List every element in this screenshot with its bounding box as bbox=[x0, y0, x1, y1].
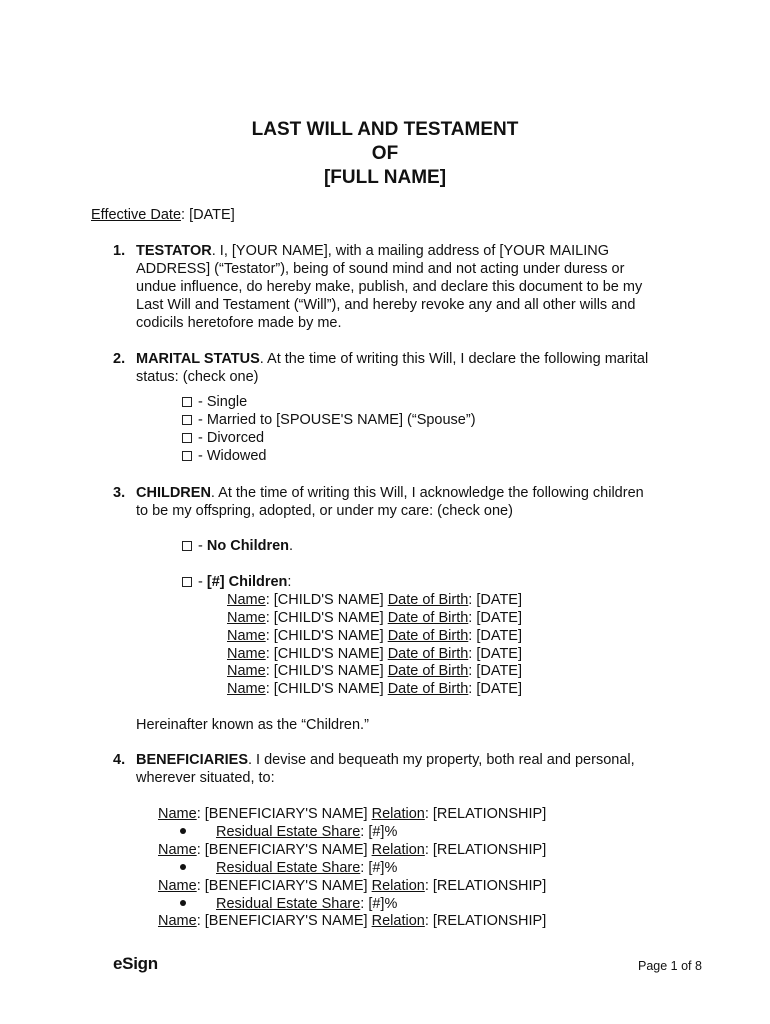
beneficiary-name-value: : [BENEFICIARY'S NAME] bbox=[196, 842, 372, 858]
section-3-number: 3. bbox=[113, 485, 126, 501]
section-3-line-1 bbox=[136, 484, 644, 502]
share-row bbox=[180, 895, 397, 913]
option-label: - Divorced bbox=[198, 430, 265, 446]
option-suffix: . bbox=[289, 538, 294, 554]
children-option-count[interactable] bbox=[182, 573, 291, 591]
child-row bbox=[227, 680, 522, 698]
section-4-text: . I devise and bequeath my property, both real and personal, bbox=[248, 752, 635, 768]
share-label: Residual Estate Share bbox=[216, 860, 361, 876]
child-dob-value: : [DATE] bbox=[468, 681, 523, 697]
effective-date-label: Effective Date bbox=[91, 207, 182, 223]
child-name-value: : [CHILD'S NAME] bbox=[265, 681, 388, 697]
option-label: - Married to [SPOUSE'S NAME] (“Spouse”) bbox=[198, 412, 476, 428]
beneficiary-row bbox=[158, 877, 546, 895]
share-row bbox=[180, 859, 397, 877]
child-dob-value: : [DATE] bbox=[468, 592, 523, 608]
child-name-value: : [CHILD'S NAME] bbox=[265, 663, 388, 679]
relation-label: Relation bbox=[371, 806, 425, 822]
child-name-label: Name bbox=[227, 681, 266, 697]
section-2-line-2: status: (check one) bbox=[136, 369, 259, 385]
document-title: LAST WILL AND TESTAMENT bbox=[251, 119, 519, 140]
child-row bbox=[227, 609, 522, 627]
relation-value: : [RELATIONSHIP] bbox=[424, 842, 547, 858]
checkbox[interactable] bbox=[182, 433, 192, 443]
section-1-line-4: Last Will and Testament (“Will”), and hereby revoke any and all other wills and bbox=[136, 297, 636, 313]
share-value: : [#]% bbox=[360, 824, 398, 840]
section-2-text: . At the time of writing this Will, I declare the following marital bbox=[259, 351, 649, 367]
child-name-value: : [CHILD'S NAME] bbox=[265, 646, 388, 662]
bullet-icon bbox=[180, 864, 186, 870]
beneficiary-name-value: : [BENEFICIARY'S NAME] bbox=[196, 913, 372, 929]
share-label: Residual Estate Share bbox=[216, 896, 361, 912]
beneficiary-name-label: Name bbox=[158, 913, 197, 929]
section-1-line-2: ADDRESS] (“Testator”), being of sound mind and not acting under duress or bbox=[136, 261, 625, 277]
section-1-line-5: codicils heretofore made by me. bbox=[136, 315, 342, 331]
child-name-label: Name bbox=[227, 646, 266, 662]
section-1-line-3: undue influence, do hereby make, publish, and declare this document to be my bbox=[136, 279, 643, 295]
marital-option-married[interactable] bbox=[182, 411, 476, 429]
children-option-none[interactable] bbox=[182, 537, 293, 555]
section-1-text: . I, [YOUR NAME], with a mailing address of [YOUR MAILING bbox=[211, 243, 609, 259]
bullet-icon bbox=[180, 828, 186, 834]
child-dob-label: Date of Birth bbox=[387, 681, 469, 697]
checkbox[interactable] bbox=[182, 577, 192, 587]
beneficiary-name-label: Name bbox=[158, 806, 197, 822]
child-row bbox=[227, 662, 522, 680]
section-1-line-1 bbox=[136, 242, 609, 260]
section-3-heading: CHILDREN bbox=[136, 485, 211, 501]
child-dob-label: Date of Birth bbox=[387, 610, 469, 626]
option-label: No Children bbox=[206, 538, 290, 554]
section-1-number: 1. bbox=[113, 243, 126, 259]
relation-value: : [RELATIONSHIP] bbox=[424, 913, 547, 929]
child-dob-label: Date of Birth bbox=[387, 646, 469, 662]
child-name-label: Name bbox=[227, 592, 266, 608]
child-dob-value: : [DATE] bbox=[468, 663, 523, 679]
child-row bbox=[227, 591, 522, 609]
child-dob-label: Date of Birth bbox=[387, 628, 469, 644]
section-4-line-2: wherever situated, to: bbox=[136, 770, 275, 786]
checkbox[interactable] bbox=[182, 451, 192, 461]
title-of: OF bbox=[371, 143, 399, 164]
section-4-number: 4. bbox=[113, 752, 126, 768]
option-prefix: - bbox=[198, 574, 207, 590]
option-prefix: - bbox=[198, 538, 207, 554]
checkbox[interactable] bbox=[182, 397, 192, 407]
section-1-heading: TESTATOR bbox=[136, 243, 212, 259]
child-name-label: Name bbox=[227, 663, 266, 679]
child-name-label: Name bbox=[227, 628, 266, 644]
section-4-line-1 bbox=[136, 751, 635, 769]
child-name-label: Name bbox=[227, 610, 266, 626]
beneficiary-row bbox=[158, 841, 546, 859]
share-value: : [#]% bbox=[360, 860, 398, 876]
child-dob-value: : [DATE] bbox=[468, 646, 523, 662]
option-label: - Widowed bbox=[198, 448, 267, 464]
child-name-value: : [CHILD'S NAME] bbox=[265, 628, 388, 644]
beneficiary-name-value: : [BENEFICIARY'S NAME] bbox=[196, 806, 372, 822]
effective-date-value: : [DATE] bbox=[181, 207, 235, 223]
child-row bbox=[227, 627, 522, 645]
section-3-text: . At the time of writing this Will, I acknowledge the following children bbox=[210, 485, 644, 501]
option-suffix: : bbox=[287, 574, 292, 590]
beneficiary-name-label: Name bbox=[158, 842, 197, 858]
share-label: Residual Estate Share bbox=[216, 824, 361, 840]
effective-date bbox=[91, 206, 235, 224]
relation-value: : [RELATIONSHIP] bbox=[424, 878, 547, 894]
section-4-heading: BENEFICIARIES bbox=[136, 752, 248, 768]
page-number: Page 1 of 8 bbox=[638, 959, 702, 973]
beneficiary-row bbox=[158, 912, 546, 930]
checkbox[interactable] bbox=[182, 415, 192, 425]
child-dob-value: : [DATE] bbox=[468, 628, 523, 644]
relation-label: Relation bbox=[371, 913, 425, 929]
marital-option-divorced[interactable] bbox=[182, 429, 264, 447]
marital-option-widowed[interactable] bbox=[182, 447, 267, 465]
relation-label: Relation bbox=[371, 842, 425, 858]
esign-logo: eSign bbox=[113, 954, 158, 973]
section-2-number: 2. bbox=[113, 351, 126, 367]
children-hereinafter: Hereinafter known as the “Children.” bbox=[136, 717, 369, 733]
relation-value: : [RELATIONSHIP] bbox=[424, 806, 547, 822]
option-label: [#] Children bbox=[206, 574, 288, 590]
section-2-line-1 bbox=[136, 350, 648, 368]
beneficiary-name-label: Name bbox=[158, 878, 197, 894]
marital-option-single[interactable] bbox=[182, 393, 247, 411]
checkbox[interactable] bbox=[182, 541, 192, 551]
share-row bbox=[180, 823, 397, 841]
child-name-value: : [CHILD'S NAME] bbox=[265, 610, 388, 626]
option-label: - Single bbox=[198, 394, 248, 410]
beneficiary-name-value: : [BENEFICIARY'S NAME] bbox=[196, 878, 372, 894]
child-row bbox=[227, 645, 522, 663]
child-name-value: : [CHILD'S NAME] bbox=[265, 592, 388, 608]
share-value: : [#]% bbox=[360, 896, 398, 912]
section-2-heading: MARITAL STATUS bbox=[136, 351, 260, 367]
child-dob-label: Date of Birth bbox=[387, 592, 469, 608]
section-3-line-2: to be my offspring, adopted, or under my care: (check one) bbox=[136, 503, 513, 519]
child-dob-label: Date of Birth bbox=[387, 663, 469, 679]
bullet-icon bbox=[180, 900, 186, 906]
child-dob-value: : [DATE] bbox=[468, 610, 523, 626]
relation-label: Relation bbox=[371, 878, 425, 894]
title-full-name: [FULL NAME] bbox=[323, 167, 447, 188]
beneficiary-row bbox=[158, 805, 546, 823]
